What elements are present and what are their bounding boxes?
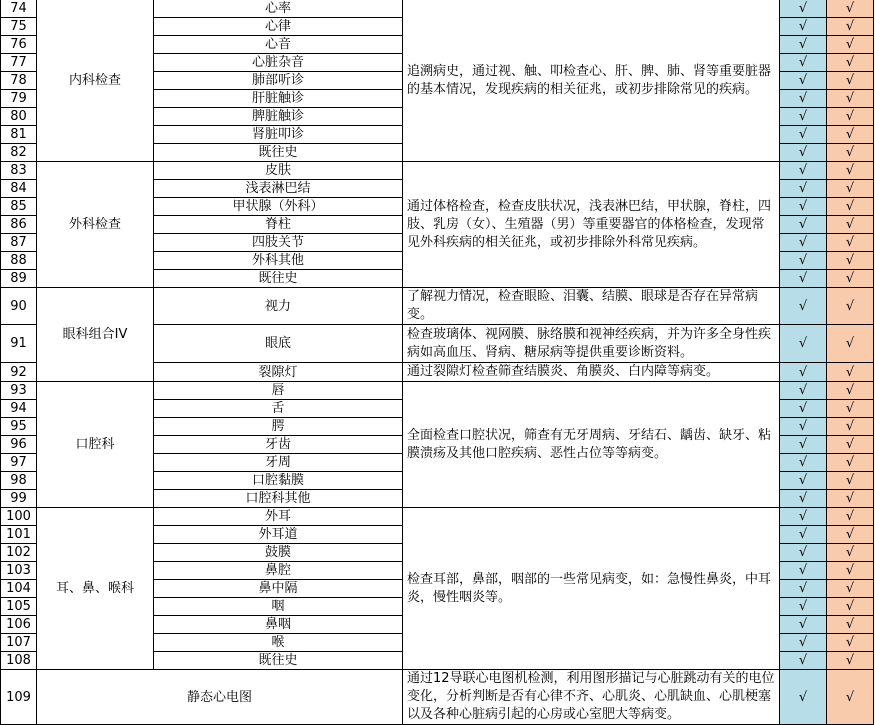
- item-name: 心律: [154, 18, 403, 36]
- check-mark-b: √: [827, 270, 874, 288]
- row-number: 108: [1, 652, 37, 670]
- check-mark-a: √: [780, 454, 827, 472]
- check-mark-b: √: [827, 198, 874, 216]
- row-number: 79: [1, 90, 37, 108]
- check-mark-b: √: [827, 288, 874, 325]
- check-mark-b: √: [827, 544, 874, 562]
- check-mark-a: √: [780, 616, 827, 634]
- item-name: 既往史: [154, 144, 403, 162]
- row-number: 102: [1, 544, 37, 562]
- row-number: 82: [1, 144, 37, 162]
- item-name: 牙齿: [154, 436, 403, 454]
- row-number: 93: [1, 382, 37, 400]
- item-name: 牙周: [154, 454, 403, 472]
- row-number: 106: [1, 616, 37, 634]
- row-number: 109: [1, 670, 37, 725]
- row-number: 100: [1, 508, 37, 526]
- check-mark-a: √: [780, 490, 827, 508]
- item-name: 鼻咽: [154, 616, 403, 634]
- item-name: 口腔黏膜: [154, 472, 403, 490]
- item-name: 四肢关节: [154, 234, 403, 252]
- item-name: 心音: [154, 36, 403, 54]
- description-cell: 追溯病史，通过视、触、叩检查心、肝、脾、肺、肾等重要脏器的基本情况，发现疾病的相关征兆，或初步排除常见的疾病。: [403, 0, 780, 162]
- table-row: [1, 670, 874, 725]
- description-cell: 检查耳部，鼻部，咽部的一些常见病变，如：急慢性鼻炎，中耳炎，慢性咽炎等。: [403, 508, 780, 670]
- item-name: 既往史: [154, 270, 403, 288]
- item-name: 喉: [154, 634, 403, 652]
- item-name: 外科其他: [154, 252, 403, 270]
- item-name: 既往史: [154, 652, 403, 670]
- item-name: 皮肤: [154, 162, 403, 180]
- check-mark-b: √: [827, 72, 874, 90]
- row-number: 94: [1, 400, 37, 418]
- row-number: 90: [1, 288, 37, 325]
- item-name: 外耳: [154, 508, 403, 526]
- item-name: 咽: [154, 598, 403, 616]
- row-number: 81: [1, 126, 37, 144]
- check-mark-a: √: [780, 18, 827, 36]
- check-mark-a: √: [780, 508, 827, 526]
- table-body: [1, 0, 874, 725]
- check-mark-a: √: [780, 234, 827, 252]
- check-mark-a: √: [780, 90, 827, 108]
- row-number: 98: [1, 472, 37, 490]
- item-name: 腭: [154, 418, 403, 436]
- check-mark-a: √: [780, 252, 827, 270]
- item-name: 舌: [154, 400, 403, 418]
- row-number: 85: [1, 198, 37, 216]
- check-mark-b: √: [827, 90, 874, 108]
- row-number: 84: [1, 180, 37, 198]
- check-mark-b: √: [827, 216, 874, 234]
- check-mark-b: √: [827, 436, 874, 454]
- check-mark-b: √: [827, 36, 874, 54]
- item-name: 甲状腺（外科）: [154, 198, 403, 216]
- category-cell: 耳、鼻、喉科: [37, 508, 154, 670]
- row-number: 105: [1, 598, 37, 616]
- description-cell: 了解视力情况，检查眼睑、泪囊、结膜、眼球是否存在异常病变。: [403, 288, 780, 325]
- check-mark-b: √: [827, 508, 874, 526]
- row-number: 87: [1, 234, 37, 252]
- check-mark-a: √: [780, 198, 827, 216]
- row-number: 78: [1, 72, 37, 90]
- category-cell: 口腔科: [37, 382, 154, 508]
- item-name: 肺部听诊: [154, 72, 403, 90]
- check-mark-a: √: [780, 325, 827, 363]
- check-mark-b: √: [827, 562, 874, 580]
- check-mark-a: √: [780, 108, 827, 126]
- row-number: 80: [1, 108, 37, 126]
- check-mark-a: √: [780, 216, 827, 234]
- check-mark-a: √: [780, 162, 827, 180]
- check-mark-a: √: [780, 562, 827, 580]
- check-mark-b: √: [827, 598, 874, 616]
- check-mark-a: √: [780, 634, 827, 652]
- category-cell: 静态心电图: [37, 670, 403, 725]
- row-number: 95: [1, 418, 37, 436]
- item-name: 眼底: [154, 325, 403, 363]
- item-name: 鼻中隔: [154, 580, 403, 598]
- row-number: 74: [1, 0, 37, 18]
- row-number: 91: [1, 325, 37, 363]
- check-mark-b: √: [827, 652, 874, 670]
- row-number: 77: [1, 54, 37, 72]
- item-name: 浅表淋巴结: [154, 180, 403, 198]
- check-mark-b: √: [827, 454, 874, 472]
- item-name: 脊柱: [154, 216, 403, 234]
- row-number: 107: [1, 634, 37, 652]
- check-mark-b: √: [827, 634, 874, 652]
- check-mark-a: √: [780, 382, 827, 400]
- check-mark-b: √: [827, 670, 874, 725]
- description-cell: 检查玻璃体、视网膜、脉络膜和视神经疾病，并为许多全身性疾病如高血压、肾病、糖尿病等提供重要诊断资料。: [403, 325, 780, 363]
- check-mark-a: √: [780, 0, 827, 18]
- check-mark-a: √: [780, 652, 827, 670]
- category-cell: 外科检查: [37, 162, 154, 288]
- row-number: 97: [1, 454, 37, 472]
- check-mark-a: √: [780, 670, 827, 725]
- item-name: 外耳道: [154, 526, 403, 544]
- category-cell: 内科检查: [37, 0, 154, 162]
- row-number: 96: [1, 436, 37, 454]
- check-mark-b: √: [827, 616, 874, 634]
- check-mark-b: √: [827, 526, 874, 544]
- check-mark-a: √: [780, 598, 827, 616]
- check-mark-a: √: [780, 580, 827, 598]
- row-number: 83: [1, 162, 37, 180]
- row-number: 75: [1, 18, 37, 36]
- row-number: 101: [1, 526, 37, 544]
- check-mark-a: √: [780, 144, 827, 162]
- check-mark-a: √: [780, 436, 827, 454]
- check-mark-a: √: [780, 36, 827, 54]
- description-cell: 通过裂隙灯检查筛查结膜炎、角膜炎、白内障等病变。: [403, 363, 780, 382]
- row-number: 104: [1, 580, 37, 598]
- table-row: [1, 382, 874, 400]
- check-mark-b: √: [827, 382, 874, 400]
- check-mark-b: √: [827, 252, 874, 270]
- check-mark-a: √: [780, 363, 827, 382]
- check-mark-a: √: [780, 72, 827, 90]
- check-mark-b: √: [827, 18, 874, 36]
- check-mark-b: √: [827, 418, 874, 436]
- item-name: 口腔科其他: [154, 490, 403, 508]
- item-name: 脾脏触诊: [154, 108, 403, 126]
- check-mark-b: √: [827, 490, 874, 508]
- description-cell: 通过体格检查，检查皮肤状况，浅表淋巴结，甲状腺，脊柱，四肢、乳房（女）、生殖器（男）等重要器官的体格检查，发现常见外科疾病的相关征兆，或初步排除外科常见疾病。: [403, 162, 780, 288]
- check-mark-a: √: [780, 400, 827, 418]
- check-mark-b: √: [827, 0, 874, 18]
- table-row: [1, 162, 874, 180]
- row-number: 103: [1, 562, 37, 580]
- check-mark-a: √: [780, 126, 827, 144]
- check-mark-b: √: [827, 472, 874, 490]
- item-name: 肾脏叩诊: [154, 126, 403, 144]
- check-mark-b: √: [827, 234, 874, 252]
- check-mark-b: √: [827, 162, 874, 180]
- check-mark-b: √: [827, 108, 874, 126]
- table-row: [1, 508, 874, 526]
- row-number: 89: [1, 270, 37, 288]
- check-mark-b: √: [827, 363, 874, 382]
- item-name: 唇: [154, 382, 403, 400]
- item-name: 心脏杂音: [154, 54, 403, 72]
- check-mark-b: √: [827, 325, 874, 363]
- check-mark-a: √: [780, 418, 827, 436]
- item-name: 鼓膜: [154, 544, 403, 562]
- check-mark-b: √: [827, 580, 874, 598]
- check-mark-a: √: [780, 472, 827, 490]
- check-mark-b: √: [827, 144, 874, 162]
- row-number: 99: [1, 490, 37, 508]
- table-row: [1, 288, 874, 325]
- row-number: 92: [1, 363, 37, 382]
- table-row: [1, 0, 874, 18]
- description-cell: 通过12导联心电图机检测，利用图形描记与心脏跳动有关的电位变化，分析判断是否有心律不齐、心肌炎、心肌缺血、心肌梗塞以及各种心脏病引起的心房或心室肥大等病变。: [403, 670, 780, 725]
- row-number: 86: [1, 216, 37, 234]
- item-name: 心率: [154, 0, 403, 18]
- check-mark-a: √: [780, 54, 827, 72]
- item-name: 裂隙灯: [154, 363, 403, 382]
- item-name: 鼻腔: [154, 562, 403, 580]
- item-name: 视力: [154, 288, 403, 325]
- check-mark-b: √: [827, 126, 874, 144]
- row-number: 76: [1, 36, 37, 54]
- check-mark-b: √: [827, 400, 874, 418]
- check-mark-a: √: [780, 288, 827, 325]
- item-name: 肝脏触诊: [154, 90, 403, 108]
- check-mark-a: √: [780, 544, 827, 562]
- check-mark-a: √: [780, 180, 827, 198]
- check-mark-a: √: [780, 526, 827, 544]
- check-mark-b: √: [827, 54, 874, 72]
- description-cell: 全面检查口腔状况，筛查有无牙周病、牙结石、龋齿、缺牙、粘膜溃疡及其他口腔疾病、恶性占位等等病变。: [403, 382, 780, 508]
- category-cell: 眼科组合IV: [37, 288, 154, 382]
- check-mark-b: √: [827, 180, 874, 198]
- check-mark-a: √: [780, 270, 827, 288]
- row-number: 88: [1, 252, 37, 270]
